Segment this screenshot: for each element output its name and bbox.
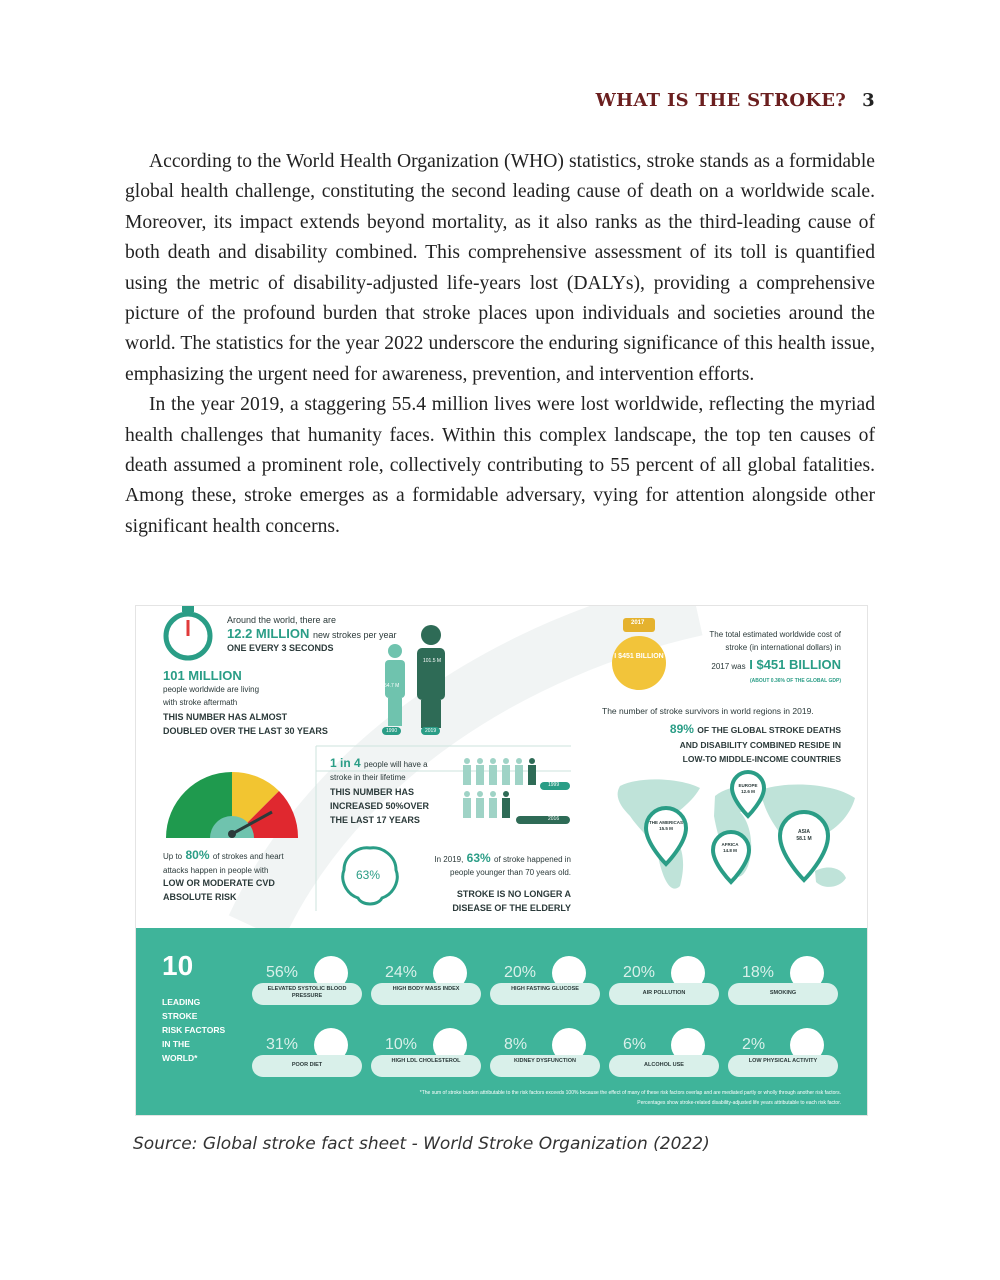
cvd-line-1 bbox=[163, 848, 284, 862]
coin-icon bbox=[612, 636, 666, 690]
cost-note: (ABOUT 0.36% OF THE GLOBAL GDP) bbox=[749, 678, 841, 684]
new-strokes-suffix: new strokes per year bbox=[312, 630, 397, 640]
lifetime-note-2: INCREASED 50%OVER bbox=[330, 801, 430, 811]
year-2019: 2019 bbox=[421, 727, 440, 735]
survivors-line-3: LOW-TO MIDDLE-INCOME COUNTRIES bbox=[682, 754, 841, 764]
risk-title-number: 10 bbox=[162, 950, 194, 981]
new-strokes-line bbox=[227, 626, 397, 641]
risk-label-7: HIGH LDL CHOLESTEROL bbox=[391, 1058, 461, 1064]
risk-pill-7 bbox=[371, 1055, 481, 1077]
cvd-prefix: Up to bbox=[163, 852, 183, 861]
risk-label-9: ALCOHOL USE bbox=[644, 1062, 684, 1068]
footnote-2: Percentages show stroke-related disability-adjusted life years attributable to each risk factor. bbox=[637, 1100, 841, 1106]
paragraph-1: According to the World Health Organization (WHO) statistics, stroke stands as a formidable global health challenge, constituting the second leading cause of death on a worldwide scale. Moreover, its impact extends beyond mortality, as it also ranks as the third-leading cause of both death and disability combined. This comprehensive assessment of its toll is quantified using the metric of disability-adjusted life-years lost (DALYs), providing a comprehensive picture of the profound burden that stroke places upon individuals and societies around the world. The statistics for the year 2022 underscore the enduring significance of this health issue, emphasizing the urgent need for awareness, prevention, and intervention efforts. bbox=[125, 151, 875, 385]
risk-label-2: HIGH BODY MASS INDEX bbox=[392, 986, 460, 992]
cvd-line-2: attacks happen in people with bbox=[163, 866, 269, 875]
risk-pct-7: 10% bbox=[385, 1036, 418, 1053]
lifetime-ratio: 1 in 4 bbox=[330, 756, 361, 770]
africa-pin-icon bbox=[711, 830, 759, 890]
running-head bbox=[596, 90, 875, 111]
big-figure-label: 101.5 M bbox=[423, 658, 442, 664]
cost-line-2: stroke (in international dollars) in bbox=[725, 643, 841, 652]
risk-label-5: SMOKING bbox=[769, 990, 797, 996]
survivors-intro: The number of stroke survivors in world regions in 2019. bbox=[602, 706, 814, 716]
cvd-note-2: ABSOLUTE RISK bbox=[163, 892, 237, 902]
survivors-text-1: OF THE GLOBAL STROKE DEATHS bbox=[697, 725, 841, 735]
risk-title-line-1: LEADING bbox=[162, 997, 201, 1007]
cvd-pct: 80% bbox=[185, 848, 210, 862]
bar-2016 bbox=[516, 816, 570, 824]
cost-year: 2017 bbox=[631, 620, 645, 626]
living-note-1: THIS NUMBER HAS ALMOST bbox=[163, 712, 288, 722]
living-line-2: with stroke aftermath bbox=[163, 698, 238, 707]
cost-line-3 bbox=[711, 657, 841, 672]
risk-title-text bbox=[162, 995, 225, 1065]
young-pct: 63% bbox=[466, 851, 491, 865]
risk-pct-2: 24% bbox=[385, 964, 418, 981]
risk-title-line-4: IN THE bbox=[162, 1039, 190, 1049]
risk-title-line-2: STROKE bbox=[162, 1011, 198, 1021]
risk-title-line-5: WORLD* bbox=[162, 1053, 198, 1063]
people-row-2016-icon bbox=[462, 790, 522, 826]
risk-pct-9: 6% bbox=[623, 1036, 647, 1053]
young-line-2: people younger than 70 years old. bbox=[450, 868, 571, 877]
new-strokes-intro: Around the world, there are bbox=[227, 615, 337, 625]
year-1990: 1990 bbox=[382, 727, 401, 735]
risk-pct-10: 2% bbox=[742, 1036, 766, 1053]
risk-pill-10 bbox=[728, 1055, 838, 1077]
cost-was: 2017 was bbox=[711, 662, 746, 671]
risk-pill-5 bbox=[728, 983, 838, 1005]
small-figure-label: 54.7 M bbox=[384, 683, 400, 689]
risk-pct-4: 20% bbox=[623, 964, 656, 981]
survivors-line-2: AND DISABILITY COMBINED RESIDE IN bbox=[679, 740, 841, 750]
risk-factors-band bbox=[136, 928, 867, 1115]
young-note-2: DISEASE OF THE ELDERLY bbox=[452, 903, 571, 913]
coin-text: I $451 BILLION bbox=[614, 653, 664, 660]
lifetime-note-3: THE LAST 17 YEARS bbox=[330, 815, 420, 825]
europe-pin-icon bbox=[730, 770, 778, 830]
survivors-pct: 89% bbox=[669, 722, 694, 736]
people-figures-icon bbox=[379, 624, 449, 734]
risk-label-4: AIR POLLUTION bbox=[642, 990, 686, 996]
stroke-infographic bbox=[135, 605, 868, 1116]
cvd-text-1: of strokes and heart bbox=[212, 852, 284, 861]
cost-line-1: The total estimated worldwide cost of bbox=[709, 630, 841, 639]
risk-pill-4 bbox=[609, 983, 719, 1005]
young-note-1: STROKE IS NO LONGER A bbox=[456, 889, 571, 899]
living-line-1: people worldwide are living bbox=[163, 685, 260, 694]
region-asia bbox=[786, 829, 822, 843]
region-africa-name: AFRICA bbox=[721, 842, 739, 847]
living-note-2: DOUBLED OVER THE LAST 30 YEARS bbox=[163, 726, 328, 736]
americas-pin-icon bbox=[644, 806, 692, 872]
new-strokes-frequency: ONE EVERY 3 SECONDS bbox=[227, 643, 334, 653]
figure-caption: Source: Global stroke fact sheet - World Stroke Organization (2022) bbox=[133, 1134, 710, 1154]
stopwatch-icon bbox=[162, 606, 214, 662]
risk-pill-6 bbox=[252, 1055, 362, 1077]
asia-pin-icon bbox=[778, 810, 834, 886]
footnote-1: *The sum of stroke burden attributable to the risk factors exceeds 100% because the effect of many of these risk factors overlap and are mediated partly or wholly through another risk factors. bbox=[419, 1090, 841, 1096]
year-1999: 1999 bbox=[548, 782, 560, 788]
people-row-1999-icon bbox=[462, 757, 542, 793]
risk-pct-5: 18% bbox=[742, 964, 775, 981]
cvd-note-1: LOW OR MODERATE CVD bbox=[163, 878, 275, 888]
risk-label-3: HIGH FASTING GLUCOSE bbox=[511, 986, 579, 992]
region-europe-name: EUROPE bbox=[738, 783, 758, 788]
risk-pill-8 bbox=[490, 1055, 600, 1077]
lifetime-text-1: people will have a bbox=[364, 760, 428, 769]
survivors-line-1 bbox=[670, 722, 841, 736]
risk-pill-3 bbox=[490, 983, 600, 1005]
region-asia-value: 58.1 M bbox=[796, 836, 812, 842]
risk-label-8: KIDNEY DYSFUNCTION bbox=[514, 1058, 576, 1064]
cost-value: I $451 BILLION bbox=[749, 657, 841, 672]
body-text bbox=[125, 147, 875, 542]
region-americas bbox=[648, 820, 684, 832]
risk-pct-3: 20% bbox=[504, 964, 537, 981]
young-text-1: of stroke happened in bbox=[494, 855, 571, 864]
region-americas-value: 15.5 M bbox=[659, 826, 673, 831]
young-line-1 bbox=[434, 851, 571, 865]
new-strokes-value: 12.2 MILLION bbox=[227, 626, 310, 641]
region-europe bbox=[736, 783, 760, 795]
risk-pill-1 bbox=[252, 983, 362, 1005]
lifetime-line-2: stroke in their lifetime bbox=[330, 773, 406, 782]
chapter-title: WHAT IS THE STROKE? bbox=[595, 90, 847, 111]
risk-title-line-3: RISK FACTORS bbox=[162, 1025, 226, 1035]
risk-label-1: ELEVATED SYSTOLIC BLOOD PRESSURE bbox=[267, 986, 347, 999]
region-africa bbox=[716, 842, 744, 854]
risk-gauge bbox=[162, 764, 302, 844]
risk-pct-1: 56% bbox=[266, 964, 299, 981]
lifetime-note-1: THIS NUMBER HAS bbox=[330, 787, 415, 797]
risk-pill-9 bbox=[609, 1055, 719, 1077]
lifetime-line-1 bbox=[330, 756, 428, 770]
page-number: 3 bbox=[862, 90, 875, 111]
risk-pill-2 bbox=[371, 983, 481, 1005]
risk-label-10: LOW PHYSICAL ACTIVITY bbox=[748, 1058, 818, 1064]
region-americas-name: THE AMERICAS bbox=[648, 820, 684, 825]
paragraph-2: In the year 2019, a staggering 55.4 million lives were lost worldwide, reflecting the myriad health challenges that humanity faces. Within this complex landscape, the top ten causes of death assumed a prominent role, collectively contributing to 55 percent of all global fatalities. Among these, stroke emerges as a formidable adversary, vying for attention alongside other significant health concerns. bbox=[125, 394, 875, 537]
risk-pct-6: 31% bbox=[266, 1036, 299, 1053]
risk-label-6: POOR DIET bbox=[291, 1062, 323, 1068]
region-asia-name: ASIA bbox=[798, 829, 810, 835]
brain-label: 63% bbox=[356, 868, 381, 882]
young-prefix: In 2019, bbox=[434, 855, 464, 864]
risk-pct-8: 8% bbox=[504, 1036, 528, 1053]
region-africa-value: 14.8 M bbox=[723, 848, 737, 853]
living-value: 101 MILLION bbox=[163, 668, 242, 683]
year-2016: 2016 bbox=[548, 816, 560, 822]
region-europe-value: 12.6 M bbox=[741, 789, 755, 794]
